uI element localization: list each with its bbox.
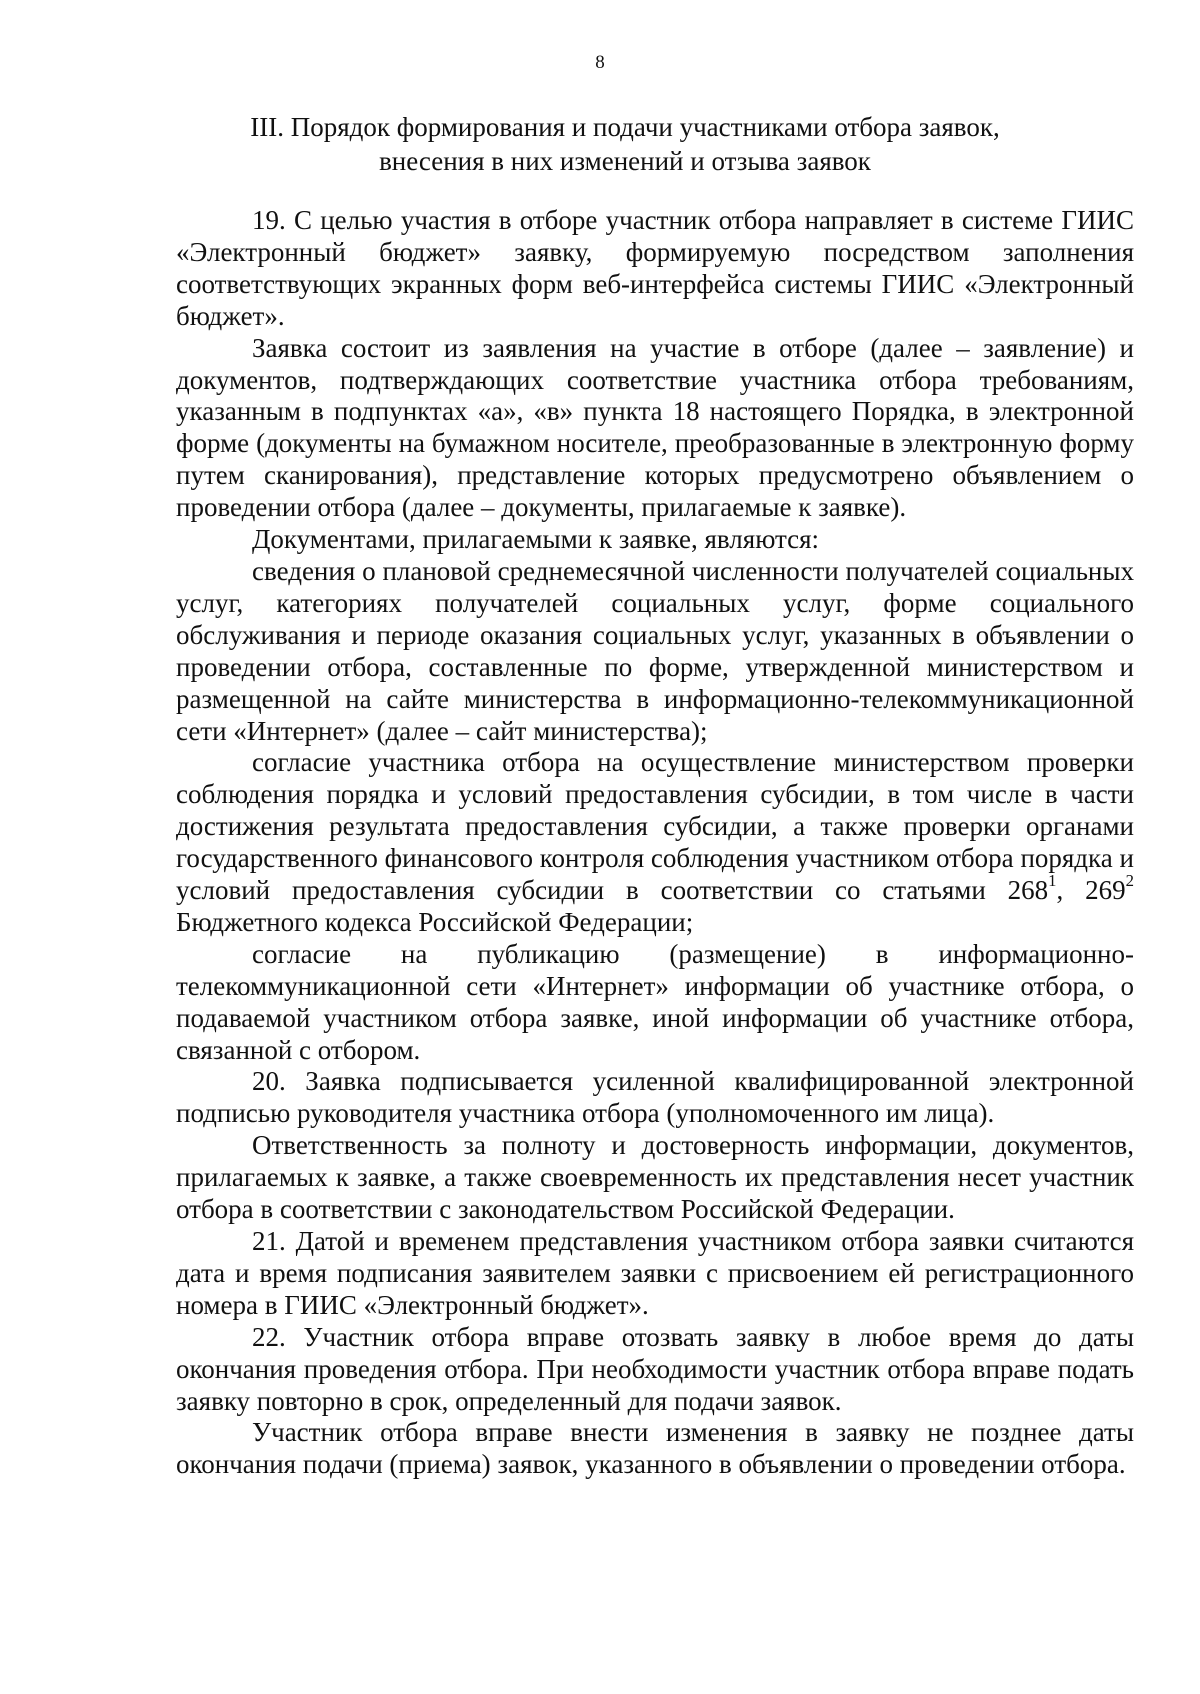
- document-body: [176, 205, 1134, 1481]
- paragraph-21: 21. Датой и временем представления участником отбора заявки считаются дата и время подписания заявителем заявки с присвоением ей регистрационного номера в ГИИС «Электронный бюджет».: [176, 1226, 1134, 1320]
- page-number: 8: [595, 52, 605, 73]
- consent-text-part-3: Бюджетного кодекса Российской Федерации;: [176, 906, 694, 937]
- list-item-consent-publication: согласие на публикацию (размещение) в информационно-телекоммуникационной сети «Интернет» информации об участнике отбора, о подаваемой участником отбора заявке, иной информации об участнике отбора, связанной с отбором.: [176, 938, 1134, 1065]
- paragraph-attached-documents: Документами, прилагаемыми к заявке, являются:: [252, 524, 820, 555]
- heading-line-1: III. Порядок формирования и подачи участниками отбора заявок,: [250, 112, 1000, 142]
- paragraph-22: 22. Участник отбора вправе отозвать заявку в любое время до даты окончания проведения отбора. При необходимости участник отбора вправе подать заявку повторно в срок, определенный для подачи заявок.: [176, 1321, 1134, 1416]
- heading-line-2: внесения в них изменений и отзыва заявок: [379, 146, 871, 176]
- consent-text-part-2: , 269: [1056, 875, 1126, 906]
- list-item-info: сведения о плановой среднемесячной численности получателей социальных услуг, категориях получателей социальных услуг, форме социального обслуживания и периоде оказания социальных услуг, указанных в объявлении о проведении отбора, составленные по форме, утвержденной министерством и размещенной на сайте министерства в информационно-телекоммуникационной сети «Интернет» (далее – сайт министерства);: [176, 555, 1134, 746]
- paragraph-20: 20. Заявка подписывается усиленной квалифицированной электронной подписью руководителя участника отбора (уполномоченного им лица).: [176, 1066, 1134, 1129]
- paragraph-changes: Участник отбора вправе внести изменения в заявку не позднее даты окончания подачи (приема) заявок, указанного в объявлении о проведении отбора.: [176, 1417, 1134, 1480]
- paragraph-application-composition: Заявка состоит из заявления на участие в отборе (далее – заявление) и документов, подтверждающих соответствие участника отбора требованиям, указанным в подпунктах «а», «в» пункта 18 настоящего Порядка, в электронной форме (документы на бумажном носителе, преобразованные в электронную форму путем сканирования), представление которых предусмотрено объявлением о проведении отбора (далее – документы, прилагаемые к заявке).: [176, 332, 1134, 523]
- list-item-consent-inspection: [176, 747, 1134, 938]
- paragraph-19: 19. С целью участия в отборе участник отбора направляет в системе ГИИС «Электронный бюджет» заявку, формируемую посредством заполнения соответствующих экранных форм веб-интерфейса системы ГИИС «Электронный бюджет».: [176, 205, 1134, 331]
- footnote-sup-2: 2: [1125, 870, 1134, 890]
- footnote-sup-1: 1: [1048, 870, 1057, 890]
- consent-text-part-1: согласие участника отбора на осуществление министерством проверки соблюдения порядка и условий предоставления субсидии, в том числе в части достижения результата предоставления субсидии, а также проверки органами государственного финансового контроля соблюдения участником отбора порядка и условий предоставления субсидии в соответствии со статьями 268: [176, 747, 1134, 906]
- paragraph-responsibility: Ответственность за полноту и достоверность информации, документов, прилагаемых к заявке, а также своевременность их представления несет участник отбора в соответствии с законодательством Российской Федерации.: [176, 1130, 1134, 1225]
- section-heading: [180, 110, 1070, 178]
